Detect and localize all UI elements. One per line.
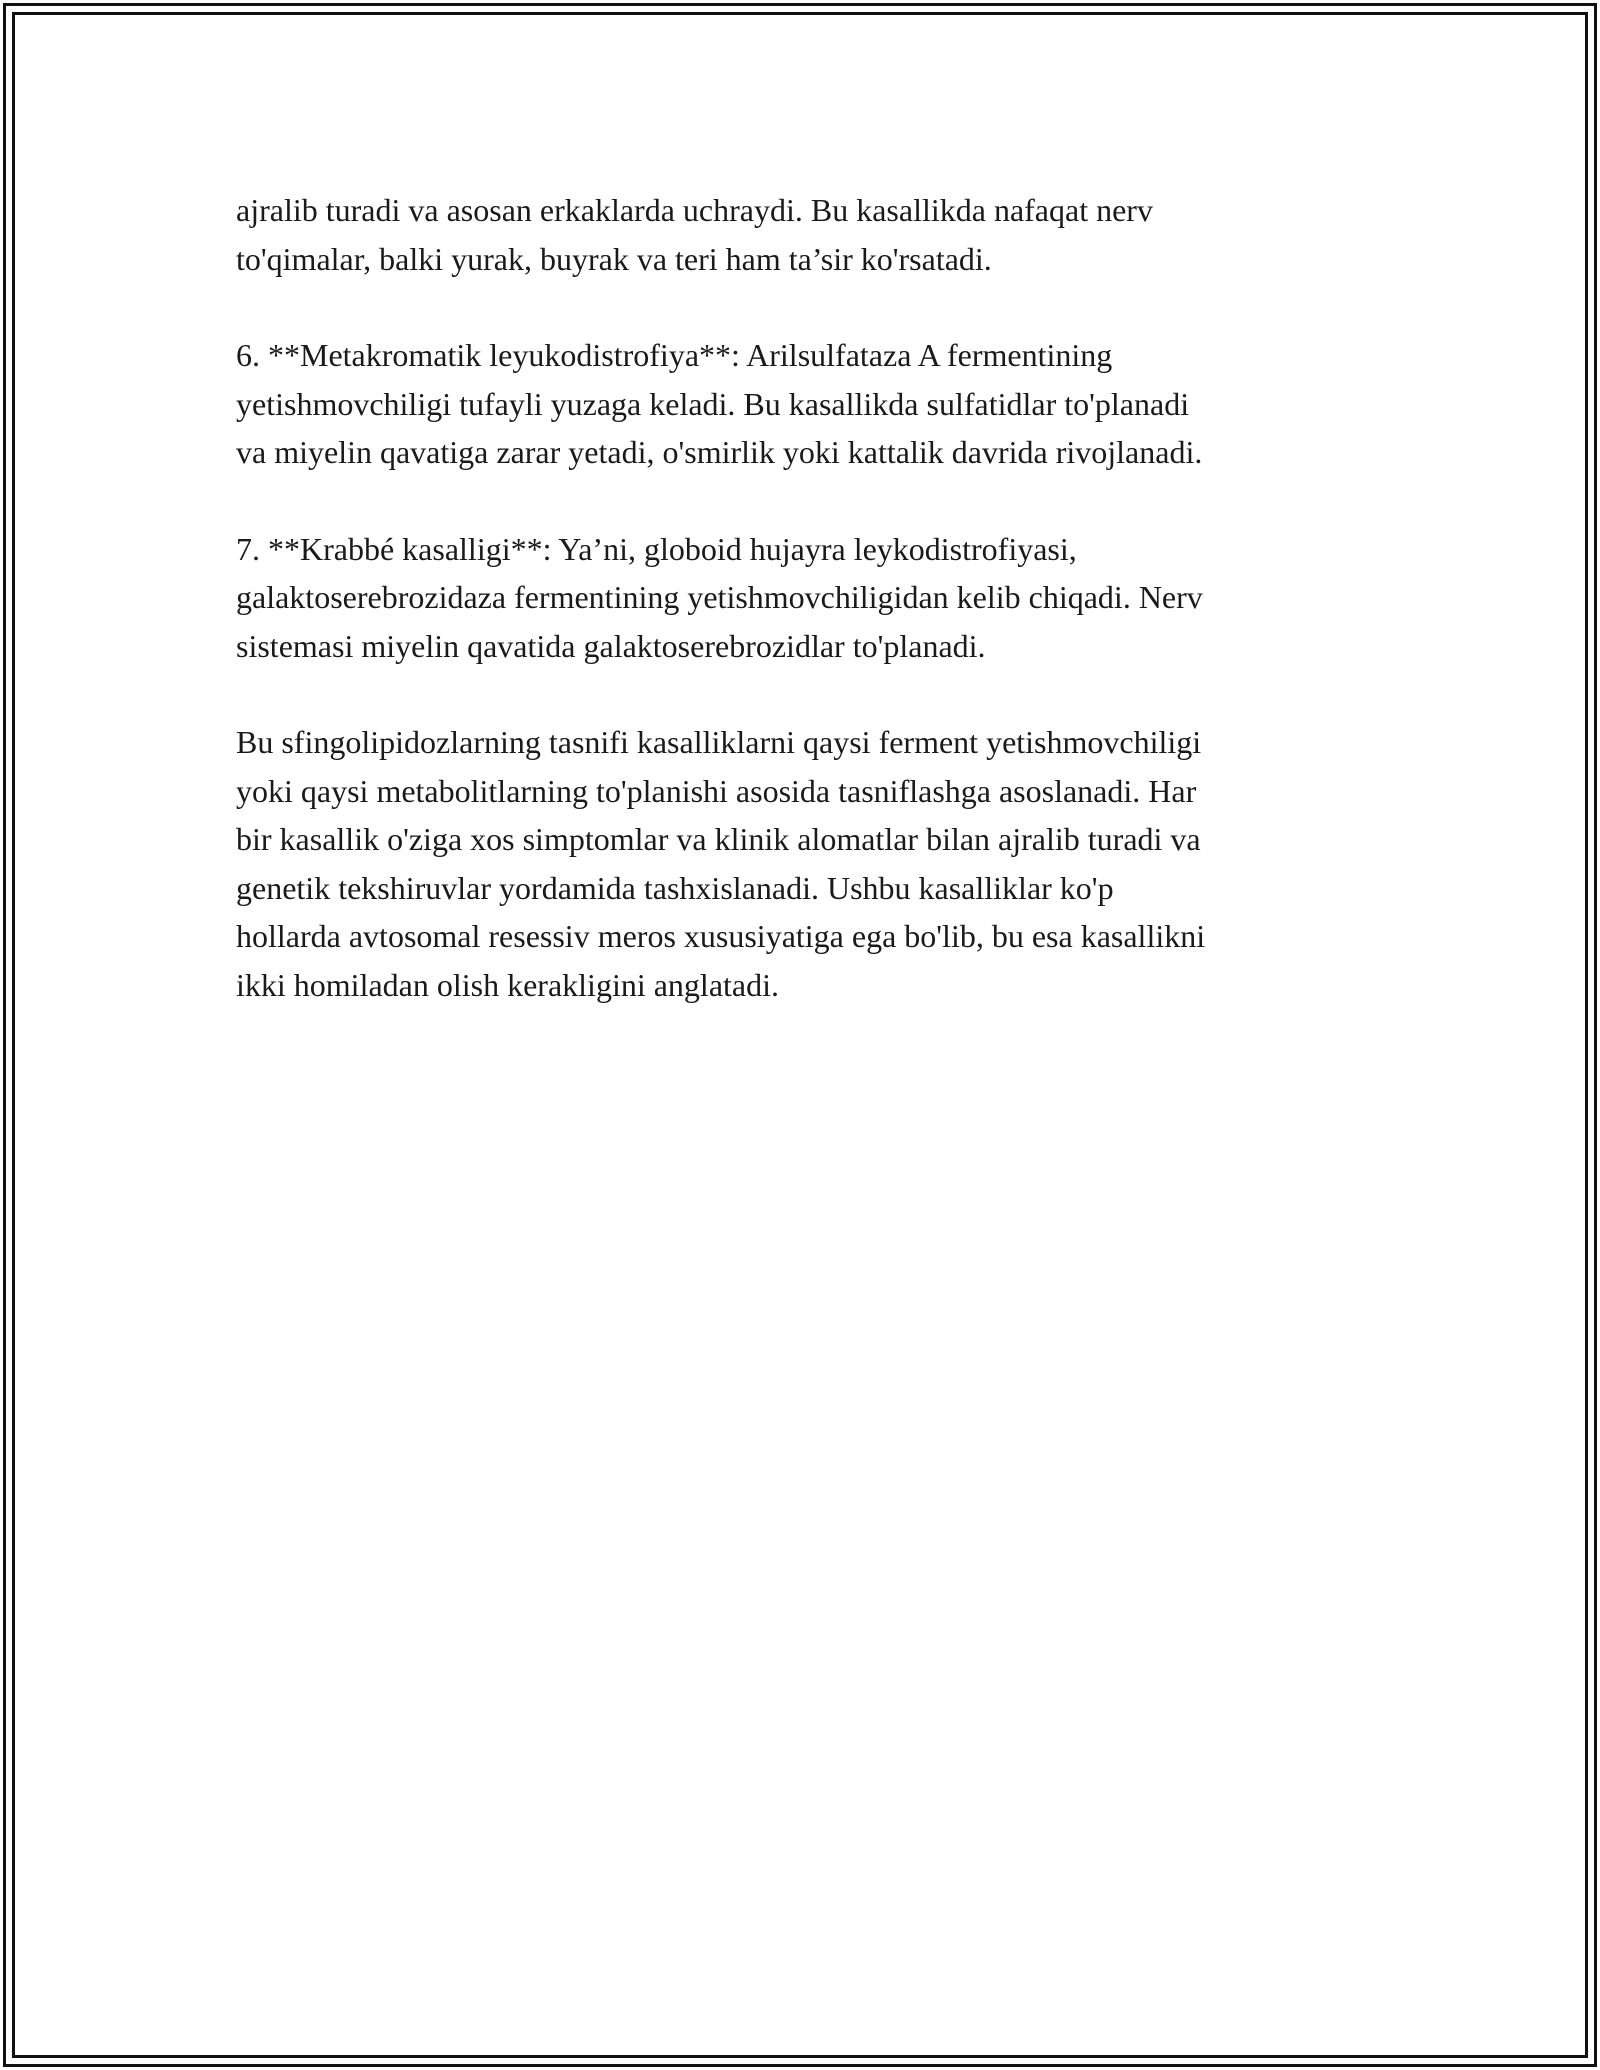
- paragraph-summary: [236, 718, 1366, 1009]
- text-line: 6. **Metakromatik leyukodistrofiya**: Arilsulfataza A fermentining: [236, 337, 1113, 373]
- paragraph-item-7: [236, 525, 1366, 671]
- text-line: yetishmovchiligi tufayli yuzaga keladi. Bu kasallikda sulfatidlar to'planadi: [236, 385, 1190, 422]
- text-line: genetik tekshiruvlar yordamida tashxislanadi. Ushbu kasalliklar ko'p: [236, 869, 1114, 906]
- text-line: to'qimalar, balki yurak, buyrak va teri ham ta’sir ko'rsatadi.: [236, 240, 992, 277]
- paragraph-continuation: [236, 186, 1366, 283]
- text-line: Bu sfingolipidozlarning tasnifi kasalliklarni qaysi ferment yetishmovchiligi: [236, 724, 1202, 760]
- paragraph-item-6: [236, 331, 1366, 477]
- text-line: sistemasi miyelin qavatida galaktoserebrozidlar to'planadi.: [236, 627, 986, 664]
- document-body: [236, 186, 1366, 1009]
- text-line: va miyelin qavatiga zarar yetadi, o'smirlik yoki kattalik davrida rivojlanadi.: [236, 434, 1203, 470]
- text-line: ikki homiladan olish kerakligini anglatadi.: [236, 966, 779, 1003]
- text-line: bir kasallik o'ziga xos simptomlar va klinik alomatlar bilan ajralib turadi va: [236, 821, 1201, 857]
- text-line: 7. **Krabbé kasalligi**: Ya’ni, globoid hujayra leykodistrofiyasi,: [236, 530, 1077, 567]
- text-line: ajralib turadi va asosan erkaklarda uchraydi. Bu kasallikda nafaqat nerv: [236, 192, 1153, 228]
- text-line: yoki qaysi metabolitlarning to'planishi asosida tasniflashga asoslanadi. Har: [236, 772, 1197, 809]
- text-line: galaktoserebrozidaza fermentining yetishmovchiligidan kelib chiqadi. Nerv: [236, 579, 1203, 615]
- text-line: hollarda avtosomal resessiv meros xususiyatiga ega bo'lib, bu esa kasallikni: [236, 918, 1206, 954]
